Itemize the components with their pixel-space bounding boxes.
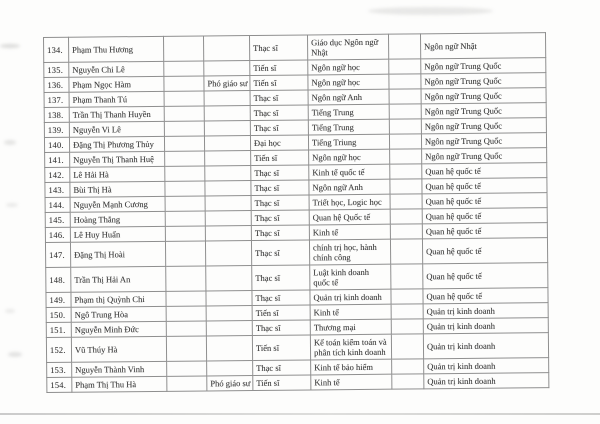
- cell-academic-title: [205, 241, 251, 266]
- cell-spacer: [166, 336, 206, 361]
- cell-degree: Thạc sĩ: [249, 35, 307, 61]
- cell-subject: Giáo dục Ngôn ngữ Nhật: [307, 34, 388, 60]
- cell-degree: Tiến sĩ: [253, 375, 311, 391]
- cell-department: Ngôn ngữ Trung Quốc: [421, 73, 546, 89]
- cell-name: Nguyễn Thành Vinh: [72, 361, 167, 377]
- cell-degree: Thạc sĩ: [251, 240, 309, 266]
- cell-degree: Thạc sĩ: [252, 290, 310, 306]
- cell-subject: Thương mại: [310, 319, 391, 335]
- cell-name: Bùi Thị Hà: [70, 181, 165, 197]
- cell-department: Quản trị kinh doanh: [424, 373, 549, 389]
- cell-degree: Thạc sĩ: [251, 225, 309, 241]
- cell-spacer: [390, 164, 422, 179]
- cell-spacer: [389, 59, 421, 74]
- cell-degree: Thạc sĩ: [251, 180, 309, 196]
- cell-academic-title: [204, 61, 250, 76]
- cell-department: Quản trị kinh doanh: [423, 318, 548, 334]
- cell-academic-title: [205, 151, 251, 166]
- cell-row-number: 136.: [44, 77, 69, 92]
- cell-spacer: [389, 134, 421, 149]
- lecturer-table: [43, 32, 548, 393]
- cell-department: Quan hệ quốc tế: [422, 193, 547, 209]
- cell-degree: Tiến sĩ: [250, 60, 308, 76]
- cell-spacer: [164, 106, 204, 121]
- cell-department: Ngôn ngữ Trung Quốc: [421, 118, 546, 134]
- cell-name: Phạm Thu Hương: [69, 36, 164, 62]
- cell-name: Ngô Trung Hòa: [71, 306, 166, 322]
- cell-name: Đặng Thị Hoài: [70, 241, 165, 267]
- cell-subject: Quản trị kinh doanh: [310, 289, 391, 305]
- cell-subject: Kế toán kiểm toán và phân tích kinh doanh: [310, 334, 391, 360]
- cell-degree: Thạc sĩ: [250, 120, 308, 136]
- cell-spacer: [165, 151, 205, 166]
- cell-department: Quan hệ quốc tế: [423, 288, 548, 304]
- cell-academic-title: [207, 361, 253, 376]
- cell-spacer: [389, 89, 421, 104]
- cell-subject: Luật kinh doanh quốc tế: [310, 264, 391, 290]
- cell-spacer: [165, 196, 205, 211]
- cell-row-number: 149.: [46, 292, 71, 307]
- cell-department: Quản trị kinh doanh: [423, 303, 548, 319]
- cell-row-number: 135.: [44, 62, 69, 77]
- cell-department: Ngôn ngữ Trung Quốc: [421, 133, 546, 149]
- cell-department: Quan hệ quốc tế: [422, 208, 547, 224]
- cell-name: Lê Hải Hà: [70, 166, 165, 182]
- cell-spacer: [164, 121, 204, 136]
- cell-spacer: [163, 36, 203, 61]
- cell-academic-title: [206, 306, 252, 321]
- cell-degree: Thạc sĩ: [251, 165, 309, 181]
- cell-name: Nguyễn Thị Thanh Huệ: [70, 151, 165, 167]
- cell-degree: Thạc sĩ: [252, 265, 310, 291]
- cell-subject: Kinh tế bảo hiểm: [311, 359, 392, 375]
- cell-spacer: [167, 376, 207, 391]
- cell-spacer: [390, 179, 422, 194]
- cell-spacer: [391, 334, 423, 359]
- cell-degree: Tiến sĩ: [251, 150, 309, 166]
- cell-academic-title: [204, 106, 250, 121]
- cell-spacer: [391, 264, 423, 289]
- cell-spacer: [390, 149, 422, 164]
- cell-spacer: [390, 194, 422, 209]
- cell-spacer: [165, 226, 205, 241]
- cell-name: Trần Thị Thanh Huyền: [69, 106, 164, 122]
- cell-degree: Thạc sĩ: [251, 210, 309, 226]
- cell-department: Quan hệ quốc tế: [422, 223, 547, 239]
- cell-subject: Ngôn ngữ học: [309, 149, 390, 165]
- cell-department: Ngôn ngữ Trung Quốc: [421, 58, 546, 74]
- cell-subject: Ngôn ngữ Anh: [308, 89, 389, 105]
- cell-row-number: 153.: [47, 362, 72, 377]
- cell-spacer: [166, 266, 206, 291]
- cell-department: Ngôn ngữ Nhật: [420, 33, 545, 59]
- cell-name: Vũ Thúy Hà: [71, 336, 166, 362]
- cell-subject: Kinh tế quốc tế: [309, 164, 390, 180]
- cell-row-number: 138.: [44, 107, 69, 122]
- cell-degree: Tiến sĩ: [252, 335, 310, 361]
- cell-academic-title: [205, 211, 251, 226]
- cell-department: Ngôn ngữ Trung Quốc: [422, 148, 547, 164]
- cell-row-number: 148.: [46, 267, 71, 292]
- cell-name: Hoàng Thắng: [70, 211, 165, 227]
- cell-name: Nguyễn Chi Lê: [69, 61, 164, 77]
- cell-subject: Kinh tế: [310, 304, 391, 320]
- cell-row-number: 150.: [46, 307, 71, 322]
- cell-spacer: [164, 136, 204, 151]
- cell-spacer: [389, 104, 421, 119]
- cell-degree: Đại học: [250, 135, 308, 151]
- cell-spacer: [391, 289, 423, 304]
- cell-spacer: [388, 34, 420, 59]
- scan-smudge: [8, 352, 22, 357]
- lecturer-table-grid: [43, 32, 549, 393]
- cell-subject: Tiếng Trung: [308, 104, 389, 120]
- cell-name: Đặng Thị Phương Thủy: [69, 136, 164, 152]
- cell-department: Quan hệ quốc tế: [422, 238, 547, 264]
- cell-spacer: [164, 76, 204, 91]
- cell-row-number: 139.: [44, 122, 69, 137]
- cell-department: Ngôn ngữ Trung Quốc: [421, 88, 546, 104]
- cell-academic-title: [206, 321, 252, 336]
- scan-smudge: [0, 44, 20, 48]
- table-body: [44, 33, 549, 393]
- cell-spacer: [391, 319, 423, 334]
- cell-department: Ngôn ngữ Trung Quốc: [421, 103, 546, 119]
- cell-subject: Triết học, Logic học: [309, 194, 390, 210]
- cell-row-number: 146.: [45, 227, 70, 242]
- cell-department: Quan hệ quốc tế: [423, 263, 548, 289]
- cell-academic-title: [205, 226, 251, 241]
- cell-row-number: 141.: [45, 152, 70, 167]
- cell-name: Nguyễn Vi Lê: [69, 121, 164, 137]
- cell-spacer: [166, 306, 206, 321]
- cell-degree: Thạc sĩ: [253, 360, 311, 376]
- cell-spacer: [390, 239, 422, 264]
- cell-subject: Kinh tế: [309, 224, 390, 240]
- cell-name: Trần Thị Hải An: [71, 266, 166, 292]
- cell-spacer: [389, 119, 421, 134]
- cell-spacer: [392, 374, 424, 389]
- cell-subject: Ngôn ngữ học: [308, 59, 389, 75]
- cell-row-number: 134.: [44, 37, 69, 62]
- scan-smudge: [6, 203, 18, 207]
- cell-department: Quan hệ quốc tế: [422, 178, 547, 194]
- cell-academic-title: [205, 181, 251, 196]
- cell-subject: Ngôn ngữ Anh: [309, 179, 390, 195]
- cell-spacer: [167, 361, 207, 376]
- cell-name: Lê Huy Huấn: [70, 226, 165, 242]
- cell-subject: Kinh tế: [311, 374, 392, 390]
- cell-academic-title: Phó giáo sư: [204, 76, 250, 91]
- cell-academic-title: [203, 36, 249, 61]
- cell-row-number: 144.: [45, 197, 70, 212]
- cell-row-number: 151.: [46, 322, 71, 337]
- cell-spacer: [166, 291, 206, 306]
- cell-degree: Thạc sĩ: [252, 320, 310, 336]
- cell-academic-title: [204, 121, 250, 136]
- scan-smudge: [5, 309, 15, 313]
- cell-degree: Tiến sĩ: [252, 305, 310, 321]
- cell-spacer: [165, 211, 205, 226]
- cell-subject: Quan hệ Quốc tế: [309, 209, 390, 225]
- cell-spacer: [392, 359, 424, 374]
- cell-academic-title: [205, 166, 251, 181]
- cell-spacer: [166, 321, 206, 336]
- cell-spacer: [164, 91, 204, 106]
- cell-subject: Ngôn ngữ học: [308, 74, 389, 90]
- cell-spacer: [389, 74, 421, 89]
- cell-row-number: 147.: [45, 242, 70, 267]
- cell-row-number: 140.: [44, 137, 69, 152]
- cell-academic-title: [206, 291, 252, 306]
- cell-department: Quản trị kinh doanh: [423, 333, 548, 359]
- cell-degree: Thạc sĩ: [250, 90, 308, 106]
- cell-row-number: 142.: [45, 167, 70, 182]
- cell-spacer: [165, 166, 205, 181]
- scan-smudge: [4, 140, 16, 145]
- cell-row-number: 137.: [44, 92, 69, 107]
- cell-academic-title: [204, 91, 250, 106]
- cell-subject: Tiếng Trung: [308, 119, 389, 135]
- cell-academic-title: [204, 136, 250, 151]
- cell-subject: Tiếng Triung: [308, 134, 389, 150]
- cell-degree: Tiến sĩ: [250, 75, 308, 91]
- cell-row-number: 145.: [45, 212, 70, 227]
- cell-spacer: [390, 209, 422, 224]
- cell-name: Phạm Thị Thu Hà: [72, 376, 167, 392]
- cell-department: Quản trị kinh doanh: [424, 358, 549, 374]
- cell-spacer: [390, 224, 422, 239]
- cell-name: Phạm Thanh Tú: [69, 91, 164, 107]
- scan-smudge: [368, 7, 493, 15]
- cell-degree: Thạc sĩ: [251, 195, 309, 211]
- cell-department: Quan hệ quốc tế: [422, 163, 547, 179]
- cell-academic-title: [205, 196, 251, 211]
- cell-subject: chính trị học, hành chính công: [309, 239, 390, 265]
- cell-spacer: [165, 181, 205, 196]
- cell-spacer: [164, 61, 204, 76]
- cell-academic-title: Phó giáo sư: [207, 376, 253, 391]
- cell-name: Nguyễn Mạnh Cương: [70, 196, 165, 212]
- cell-name: Phạm Ngọc Hàm: [69, 76, 164, 92]
- cell-row-number: 143.: [45, 182, 70, 197]
- cell-degree: Thạc sĩ: [250, 105, 308, 121]
- cell-academic-title: [206, 266, 252, 291]
- cell-row-number: 152.: [46, 337, 71, 362]
- cell-name: Phạm thị Quỳnh Chi: [71, 291, 166, 307]
- cell-spacer: [391, 304, 423, 319]
- cell-academic-title: [206, 336, 252, 361]
- page-edge-line: [0, 413, 600, 415]
- cell-name: Nguyễn Minh Đức: [71, 321, 166, 337]
- cell-row-number: 154.: [47, 377, 72, 392]
- cell-spacer: [165, 241, 205, 266]
